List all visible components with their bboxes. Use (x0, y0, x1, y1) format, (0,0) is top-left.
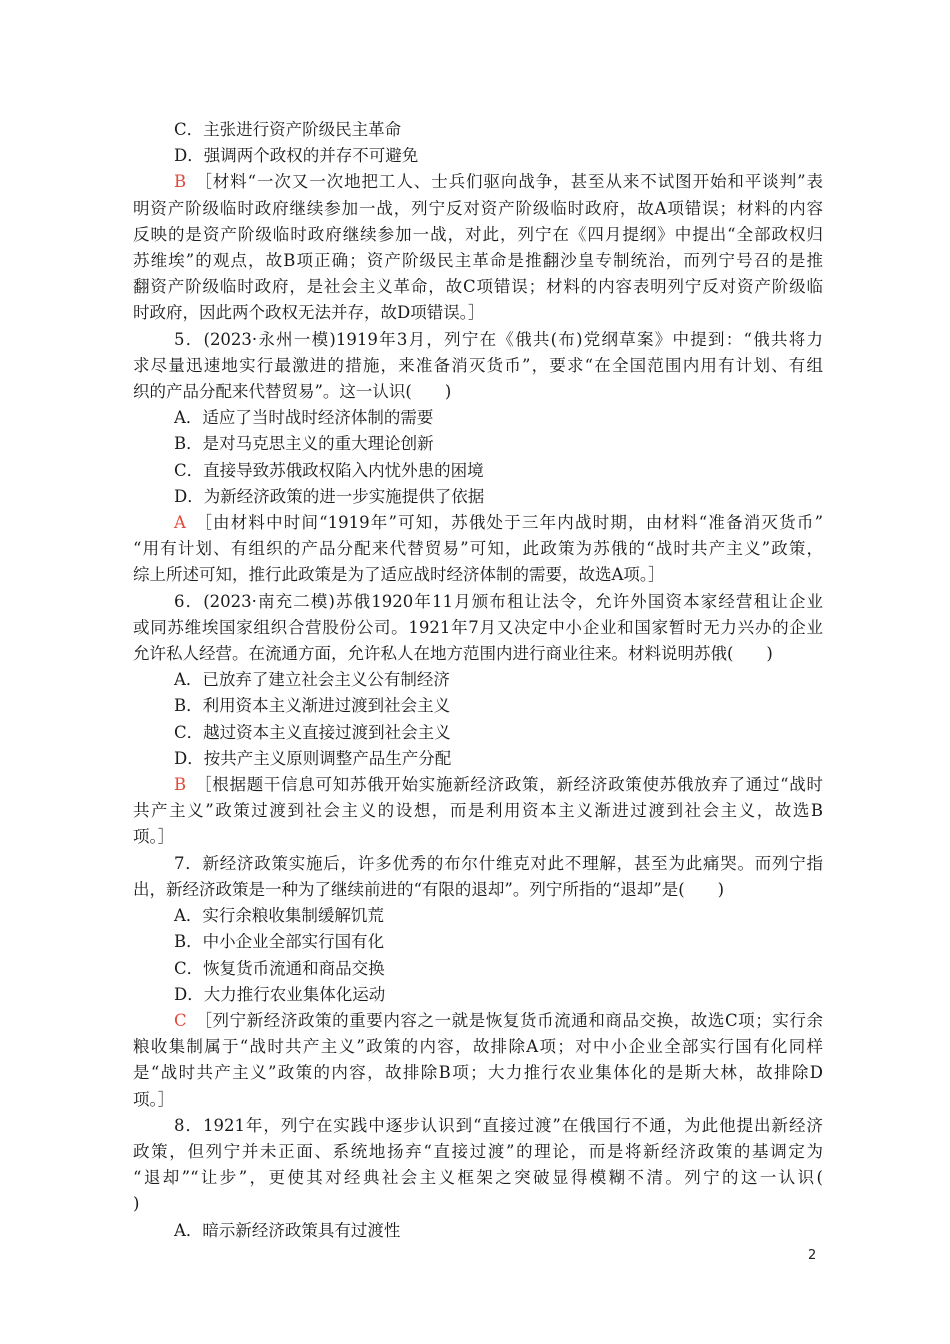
answer-line: 项。］ (133, 1089, 175, 1109)
option-line: C．恢复货币流通和商品交换 (174, 958, 385, 978)
question-block (133, 327, 823, 406)
question-line: 织的产品分配来代替贸易”。这一认识( ) (133, 382, 452, 402)
option-block (133, 458, 823, 484)
option-line: A．已放弃了建立社会主义公有制经济 (174, 670, 450, 690)
option-line: D．为新经济政策的进一步实施提供了依据 (174, 486, 485, 506)
option-block (133, 929, 823, 955)
option-line: D．按共产主义原则调整产品生产分配 (174, 748, 452, 768)
option-line: C．越过资本主义直接过渡到社会主义 (174, 722, 451, 742)
answer-block (133, 1008, 823, 1113)
option-block (133, 720, 823, 746)
answer-line (133, 169, 823, 195)
question-line: 7．新经济政策实施后，许多优秀的布尔什维克对此不理解，甚至为此痛哭。而列宁指 (174, 853, 823, 873)
option-block (133, 117, 823, 143)
answer-letter: B (174, 775, 187, 795)
option-block (133, 956, 823, 982)
answer-text: ［根据题干信息可知苏俄开始实施新经济政策，新经济政策使苏俄放弃了通过“战时 (194, 775, 823, 795)
option-line: C．直接导致苏俄政权陷入内忧外患的困境 (174, 460, 484, 480)
answer-line: 明资产阶级临时政府继续参加一战，列宁反对资产阶级临时政府，故A项错误；材料的内容 (133, 198, 823, 218)
option-line: C．主张进行资产阶级民主革命 (174, 120, 402, 139)
answer-line: 反映的是资产阶级临时政府继续参加一战，对此，列宁在《四月提纲》中提出“全部政权归 (133, 224, 823, 244)
answer-text: ［列宁新经济政策的重要内容之一就是恢复货币流通和商品交换，故选C项；实行余 (194, 1010, 823, 1030)
answer-text: ［材料“一次又一次地把工人、士兵们驱向战争，甚至从来不试图开始和平谈判”表 (194, 172, 823, 192)
option-block (133, 903, 823, 929)
answer-line: 苏维埃”的观点，故B项正确；资产阶级民主革命是推翻沙皇专制统治，而列宁号召的是推 (133, 251, 823, 271)
option-line: A．暗示新经济政策具有过渡性 (174, 1220, 401, 1240)
page-number: 2 (808, 1248, 817, 1263)
answer-line: 项。］ (133, 827, 175, 847)
answer-line (133, 772, 823, 798)
answer-line (133, 510, 823, 536)
option-line: A．适应了当时战时经济体制的需要 (174, 408, 434, 428)
question-line: 5．(2023·永州一模)1919年3月，列宁在《俄共(布)党纲草案》中提到：“俄共将力 (174, 329, 823, 349)
option-line: D．大力推行农业集体化运动 (174, 984, 386, 1004)
answer-line: 粮收集制属于“战时共产主义”政策的内容，故排除A项；对中小企业全部实行国有化同样 (133, 1037, 823, 1057)
option-block (133, 693, 823, 719)
option-block (133, 484, 823, 510)
answer-block (133, 169, 823, 326)
answer-line: 翻资产阶级临时政府，是社会主义革命，故C项错误；材料的内容表明列宁反对资产阶级临 (133, 277, 823, 297)
answer-line (133, 1008, 823, 1034)
answer-letter: C (174, 1010, 187, 1030)
option-block (133, 143, 823, 169)
answer-letter: A (174, 513, 186, 533)
question-line: 出，新经济政策是一种为了继续前进的“有限的退却”。列宁所指的“退却”是( ) (133, 879, 725, 899)
answer-block (133, 772, 823, 851)
answer-block (133, 510, 823, 589)
option-line: B．是对马克思主义的重大理论创新 (174, 434, 434, 454)
answer-line: 时政府，因此两个政权无法并存，故D项错误。］ (133, 303, 485, 323)
question-line: 或同苏维埃国家组织合营股份公司。1921年7月又决定中小企业和国家暂时无力兴办的企业 (133, 617, 823, 637)
option-line: B．中小企业全部实行国有化 (174, 932, 385, 952)
option-line: A．实行余粮收集制缓解饥荒 (174, 906, 384, 926)
question-line: 6．(2023·南充二模)苏俄1920年11月颁布租让法令，允许外国资本家经营租让企业 (174, 591, 823, 611)
question-line: 求尽量迅速地实行最激进的措施，来准备消灭货币”，要求“在全国范围内用有计划、有组 (133, 355, 823, 375)
option-block (133, 746, 823, 772)
question-line: “退却”“让步”，更使其对经典社会主义框架之突破显得模糊不清。列宁的这一认识( (133, 1168, 823, 1188)
question-block (133, 1113, 823, 1218)
option-block (133, 405, 823, 431)
question-line: 8．1921年，列宁在实践中逐步认识到“直接过渡”在俄国行不通，为此他提出新经济 (174, 1115, 823, 1135)
question-line: 允许私人经营。在流通方面，允许私人在地方范围内进行商业往来。材料说明苏俄( ) (133, 644, 773, 664)
option-block (133, 667, 823, 693)
option-block (133, 431, 823, 457)
answer-line: 是“战时共产主义”政策的内容，故排除B项；大力推行农业集体化的是斯大林，故排除D (133, 1063, 823, 1083)
answer-text: ［由材料中时间“1919年”可知，苏俄处于三年内战时期，由材料“准备消灭货币” (194, 513, 823, 533)
answer-line: 共产主义”政策过渡到社会主义的设想，而是利用资本主义渐进过渡到社会主义，故选B (133, 801, 823, 821)
option-line: D．强调两个政权的并存不可避免 (174, 146, 419, 166)
answer-letter: B (174, 172, 187, 192)
question-line: 政策，但列宁并未正面、系统地扬弃“直接过渡”的理论，而是将新经济政策的基调定为 (133, 1141, 823, 1161)
option-block (133, 1218, 823, 1244)
option-line: B．利用资本主义渐进过渡到社会主义 (174, 696, 451, 716)
answer-line: “用有计划、有组织的产品分配来代替贸易”可知，此政策为苏俄的“战时共产主义”政策， (133, 539, 823, 559)
option-block (133, 982, 823, 1008)
question-block (133, 589, 823, 668)
document-body (133, 117, 823, 1244)
question-block (133, 851, 823, 903)
question-line: ) (133, 1194, 140, 1214)
answer-line: 综上所述可知，推行此政策是为了适应战时经济体制的需要，故选A项。］ (133, 565, 665, 585)
